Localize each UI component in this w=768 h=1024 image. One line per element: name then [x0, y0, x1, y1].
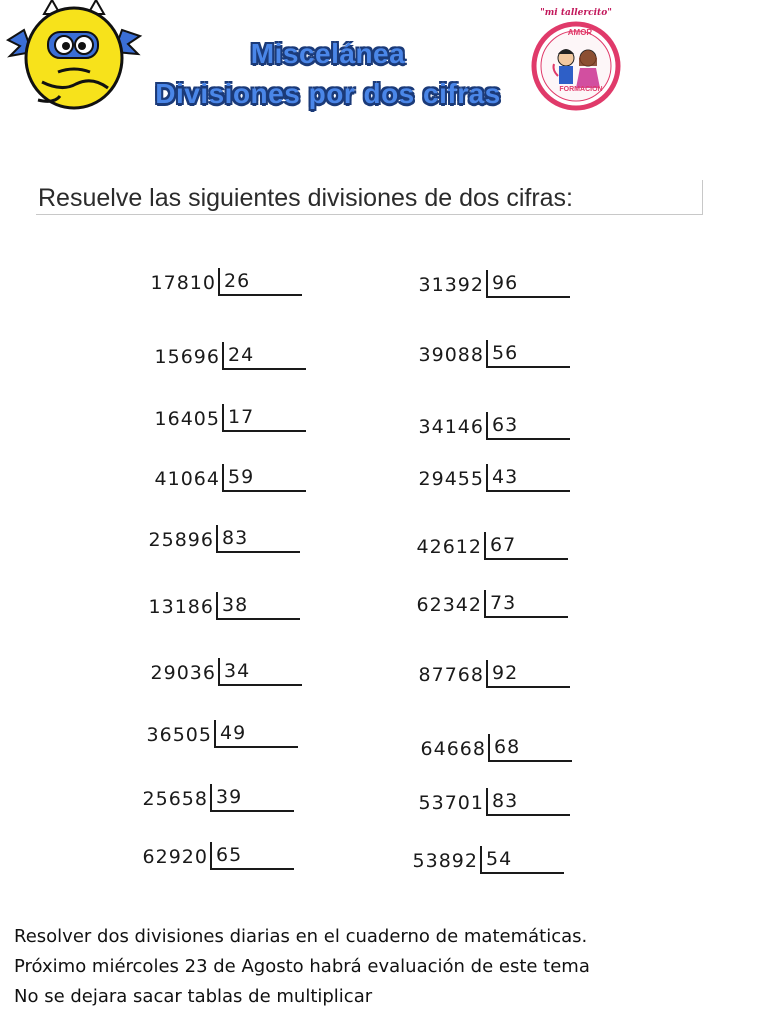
division-bracket	[210, 784, 294, 812]
dividend: 34146	[418, 416, 484, 438]
dividend: 13186	[148, 596, 214, 618]
division-bracket	[486, 270, 570, 298]
dividend: 87768	[418, 664, 484, 686]
dividend: 36505	[146, 724, 212, 746]
divisor: 24	[228, 344, 255, 366]
dividend: 41064	[154, 468, 220, 490]
dividend: 53892	[412, 850, 478, 872]
division-bracket	[218, 658, 302, 686]
logo-tagline: "mi tallercito"	[540, 8, 612, 18]
division-bracket	[484, 590, 568, 618]
divisor: 49	[220, 722, 247, 744]
dividend: 53701	[418, 792, 484, 814]
dividend: 39088	[418, 344, 484, 366]
division-bracket	[216, 525, 300, 553]
divisor: 59	[228, 466, 255, 488]
monster-mascot-image	[2, 0, 144, 112]
instruction-text: Resuelve las siguientes divisiones de dos cifras:	[38, 184, 573, 212]
title-line-2: Divisiones por dos cifras	[155, 78, 501, 109]
division-bracket	[486, 412, 570, 440]
divisor: 56	[492, 342, 519, 364]
divisor: 68	[494, 736, 521, 758]
divisor: 39	[216, 786, 243, 808]
divisor: 83	[222, 527, 249, 549]
division-bracket	[486, 788, 570, 816]
amor-formacion-logo	[526, 8, 626, 112]
dividend: 62920	[142, 846, 208, 868]
dividend: 25658	[142, 788, 208, 810]
logo-text-bottom: FORMACION	[559, 86, 603, 93]
divisor: 73	[490, 592, 517, 614]
footer-note-3: No se dejara sacar tablas de multiplicar	[14, 986, 373, 1007]
dividend: 62342	[416, 594, 482, 616]
division-bracket	[216, 592, 300, 620]
division-bracket	[486, 340, 570, 368]
division-bracket	[214, 720, 298, 748]
division-bracket	[484, 532, 568, 560]
divisor: 17	[228, 406, 255, 428]
logo-text-top: AMOR	[567, 28, 593, 37]
dividend: 25896	[148, 529, 214, 551]
divisor: 26	[224, 270, 251, 292]
division-bracket	[488, 734, 572, 762]
division-bracket	[210, 842, 294, 870]
footer-note-2: Próximo miércoles 23 de Agosto habrá evaluación de este tema	[14, 956, 590, 977]
division-bracket	[222, 342, 306, 370]
dividend: 16405	[154, 408, 220, 430]
divisor: 67	[490, 534, 517, 556]
dividend: 17810	[150, 272, 216, 294]
dividend: 29455	[418, 468, 484, 490]
dividend: 64668	[420, 738, 486, 760]
divisor: 63	[492, 414, 519, 436]
dividend: 31392	[418, 274, 484, 296]
division-bracket	[222, 464, 306, 492]
divisor: 65	[216, 844, 243, 866]
dividend: 29036	[150, 662, 216, 684]
division-bracket	[218, 268, 302, 296]
divisor: 43	[492, 466, 519, 488]
divisor: 54	[486, 848, 513, 870]
title-line-1: Miscelánea	[250, 38, 406, 69]
division-bracket	[486, 660, 570, 688]
divisor: 34	[224, 660, 251, 682]
dividend: 15696	[154, 346, 220, 368]
footer-note-1: Resolver dos divisiones diarias en el cuaderno de matemáticas.	[14, 926, 588, 947]
divisor: 96	[492, 272, 519, 294]
divisor: 38	[222, 594, 249, 616]
divisor: 92	[492, 662, 519, 684]
division-bracket	[222, 404, 306, 432]
dividend: 42612	[416, 536, 482, 558]
division-bracket	[480, 846, 564, 874]
divisor: 83	[492, 790, 519, 812]
division-bracket	[486, 464, 570, 492]
